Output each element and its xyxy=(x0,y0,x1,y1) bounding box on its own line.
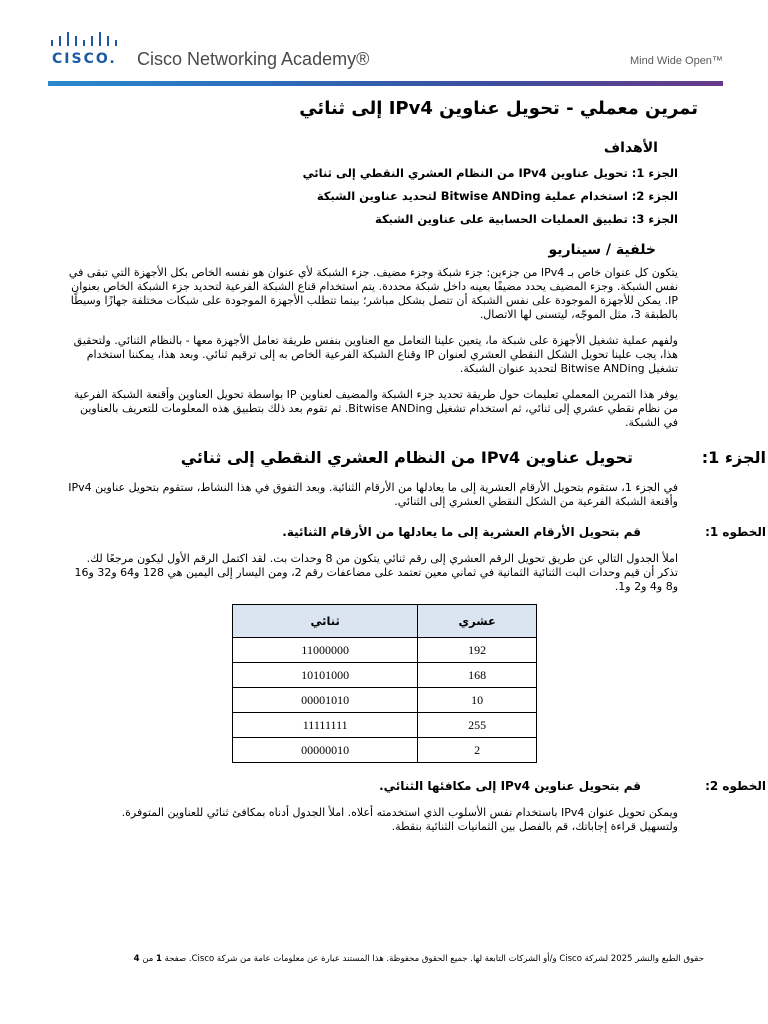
decimal-cell: 10 xyxy=(418,688,537,713)
decimal-binary-table xyxy=(232,604,537,763)
step1-heading xyxy=(0,525,768,545)
objective-item-3: الجزء 3: تطبيق العمليات الحسابية على عناوين الشبكة xyxy=(375,212,678,226)
step2-heading xyxy=(0,779,768,799)
header-divider xyxy=(48,81,723,86)
objective-item-2: الجزء 2: استخدام عملية Bitwise ANDing لتحديد عناوين الشبكة xyxy=(316,189,678,203)
table-row xyxy=(233,663,537,688)
table-row xyxy=(233,638,537,663)
cisco-wordmark: CISCO. xyxy=(52,51,117,67)
table-row xyxy=(233,688,537,713)
background-heading: خلفية / سيناريو xyxy=(548,242,656,258)
cisco-bridge-icon xyxy=(50,30,120,50)
footer-copyright: حقوق الطبع والنشر 2025 لشركة Cisco و/أو الشركات التابعة لها. جميع الحقوق محفوظة. هذا المستند عبارة عن معلومات عامة من شركة Cisco. xyxy=(188,954,704,964)
background-paragraph-2: ولفهم عملية تشغيل الأجهزة على شبكة ما، يتعين علينا التعامل مع العناوين بنفس طريقة تعامل الأجهزة معها - بالنظام الثنائي. ولتحقيق هذا، يجب علينا تحويل الشكل النقطي العشري لعنوان IP وقناع الشبكة الفرعية الخاص به إلى ترقيم ثنائي. وبعد هذا، يمكننا استخدام تشغيل Bitwise ANDing لتحديد عنوان الشبكة. xyxy=(73,334,678,375)
step1-label: الخطوه 1: xyxy=(705,525,766,539)
step1-text: املأ الجدول التالي عن طريق تحويل الرقم العشري إلى رقم ثنائي يتكون من 8 وحدات بت. لقد اكتمل الرقم الأول ليكون مرجعًا لك. تذكر أن قيم وحدات البت الثنائية الثمانية في ثماني معين تعتمد على مضاعفات رقم 2، ومن اليسار إلى اليمين هي 128 و64 و32 و16 و8 و4 و2 و1. xyxy=(74,552,678,593)
part1-intro: في الجزء 1، ستقوم بتحويل الأرقام العشرية إلى ما يعادلها من الأرقام الثنائية. وبعد التفوق في هذا النشاط، ستقوم بتحويل عناوين IPv4 وأقنعة الشبكة الفرعية من الشكل النقطي العشري إلى الثنائي. xyxy=(68,481,678,508)
tagline: Mind Wide Open™ xyxy=(630,55,723,67)
objectives-heading: الأهداف xyxy=(603,140,658,156)
academy-name: Cisco Networking Academy® xyxy=(137,49,370,69)
binary-cell[interactable]: 00001010 xyxy=(233,688,418,713)
binary-cell[interactable]: 10101000 xyxy=(233,663,418,688)
decimal-cell: 168 xyxy=(418,663,537,688)
background-paragraph-3: يوفر هذا التمرين المعملي تعليمات حول طريقة تحديد جزء الشبكة والمضيف لعناوين IP بواسطة تحويل العناوين وأقنعة الشبكة الفرعية من نظام نقطي عشري إلى ثنائي، ثم استخدام تشغيل Bitwise ANDing. ثم تقوم بعد ذلك بتطبيق هذه المعلومات للتعريف بالعناوين في الشبكة. xyxy=(73,388,678,429)
page-title: تمرين معملي - تحويل عناوين IPv4 إلى ثنائي xyxy=(299,98,698,119)
binary-cell[interactable]: 11000000 xyxy=(233,638,418,663)
binary-column-header: ثنائي xyxy=(233,605,418,638)
decimal-cell: 255 xyxy=(418,713,537,738)
decimal-cell: 192 xyxy=(418,638,537,663)
step1-title: قم بتحويل الأرقام العشرية إلى ما يعادلها من الأرقام الثنائية. xyxy=(282,525,641,539)
table-row xyxy=(233,713,537,738)
binary-cell[interactable]: 11111111 xyxy=(233,713,418,738)
footer-page-total: 4 xyxy=(133,954,140,964)
step2-title: قم بتحويل عناوين IPv4 إلى مكافئها الثنائي. xyxy=(379,779,641,793)
table-header-row xyxy=(233,605,537,638)
part1-title: تحويل عناوين IPv4 من النظام العشري النقطي إلى ثنائي xyxy=(180,448,633,467)
background-paragraph-1: يتكون كل عنوان خاص بـ IPv4 من جزءين: جزء شبكة وجزء مضيف. جزء الشبكة لأي عنوان هو نفسه الخاص بكل الأجهزة التي تبقى في نفس الشبكة. وجزء المضيف يحدد مضيفًا بعينه داخل شبكة محددة. يتم استخدام قناع الشبكة الفرعية لتحديد جزء الشبكة الخاص بعنوان IP. يمكن للأجهزة الموجودة على نفس الشبكة أن تتصل بشكل مباشر؛ بينما تتطلب الأجهزة الموجودة على شبكات مختلفة جهازًا وسيطًا بالطبقة 3، مثل الموجّه، ليتسنى لها الاتصال. xyxy=(68,266,678,321)
step2-label: الخطوه 2: xyxy=(705,779,766,793)
footer-page-number: 1 xyxy=(156,954,162,964)
binary-cell[interactable]: 00000010 xyxy=(233,738,418,763)
part1-label: الجزء 1: xyxy=(701,448,766,467)
footer-page-of: من xyxy=(142,954,154,964)
footer-page-prefix: صفحة xyxy=(164,954,187,964)
cisco-logo xyxy=(50,30,120,70)
page-footer xyxy=(44,953,704,965)
table-row xyxy=(233,738,537,763)
page-header xyxy=(0,0,768,90)
part1-heading xyxy=(0,448,768,474)
decimal-cell: 2 xyxy=(418,738,537,763)
decimal-column-header: عشري xyxy=(418,605,537,638)
objective-item-1: الجزء 1: تحويل عناوين IPv4 من النظام العشري النقطي إلى ثنائي xyxy=(302,166,678,180)
step2-text: ويمكن تحويل عنوان IPv4 باستخدام نفس الأسلوب الذي استخدمته أعلاه. املأ الجدول أدناه بمكافئ ثنائي للعناوين المتوفرة. ولتسهيل قراءة إجاباتك، قم بالفصل بين الثمانيات الثنائية بنقطة. xyxy=(121,806,678,833)
